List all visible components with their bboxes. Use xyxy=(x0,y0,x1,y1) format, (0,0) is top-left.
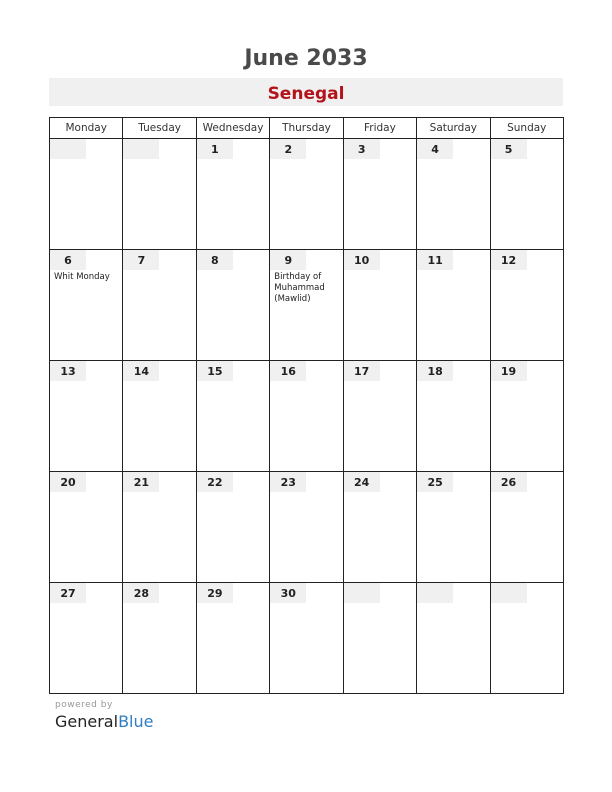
day-cell xyxy=(343,139,416,250)
day-number: 30 xyxy=(270,583,306,603)
brand-general: General xyxy=(55,712,119,731)
country-banner xyxy=(49,78,563,106)
day-number: 7 xyxy=(123,250,159,270)
day-cell xyxy=(123,583,196,694)
day-cell xyxy=(270,361,343,472)
day-cell xyxy=(490,250,563,361)
day-number xyxy=(344,583,380,603)
day-number: 6 xyxy=(50,250,86,270)
day-cell xyxy=(50,472,123,583)
holiday-label: Whit Monday xyxy=(54,272,110,282)
day-cell xyxy=(270,250,343,361)
day-number: 9 xyxy=(270,250,306,270)
day-cell xyxy=(123,139,196,250)
day-number: 23 xyxy=(270,472,306,492)
day-cell xyxy=(417,583,490,694)
day-number: 14 xyxy=(123,361,159,381)
weekday-header: Thursday xyxy=(270,118,343,139)
day-number: 2 xyxy=(270,139,306,159)
weekday-header: Monday xyxy=(50,118,123,139)
day-cell xyxy=(123,361,196,472)
day-cell xyxy=(196,472,269,583)
weekday-header: Friday xyxy=(343,118,416,139)
day-cell xyxy=(196,250,269,361)
day-number: 25 xyxy=(417,472,453,492)
calendar-week-row xyxy=(50,361,564,472)
footer-branding xyxy=(55,700,153,731)
day-cell xyxy=(417,250,490,361)
day-number: 27 xyxy=(50,583,86,603)
day-number: 22 xyxy=(197,472,233,492)
calendar-title: June 2033 xyxy=(244,46,368,71)
calendar-week-row xyxy=(50,583,564,694)
day-number: 24 xyxy=(344,472,380,492)
day-cell xyxy=(417,472,490,583)
day-number xyxy=(491,583,527,603)
weekday-header: Saturday xyxy=(417,118,490,139)
weekday-header-row xyxy=(50,118,564,139)
day-cell xyxy=(270,583,343,694)
day-number xyxy=(417,583,453,603)
day-cell xyxy=(196,139,269,250)
day-number: 11 xyxy=(417,250,453,270)
calendar-week-row xyxy=(50,139,564,250)
weekday-header: Tuesday xyxy=(123,118,196,139)
day-number: 15 xyxy=(197,361,233,381)
day-number: 1 xyxy=(197,139,233,159)
day-cell xyxy=(123,472,196,583)
day-cell xyxy=(50,139,123,250)
country-name: Senegal xyxy=(267,84,345,104)
day-cell xyxy=(490,139,563,250)
calendar-week-row xyxy=(50,250,564,361)
calendar-week-row xyxy=(50,472,564,583)
holiday-label: Birthday of Muhammad (Mawlid) xyxy=(274,272,325,304)
day-number: 20 xyxy=(50,472,86,492)
day-cell xyxy=(270,139,343,250)
day-cell xyxy=(417,361,490,472)
day-number: 3 xyxy=(344,139,380,159)
day-number: 5 xyxy=(491,139,527,159)
day-number: 21 xyxy=(123,472,159,492)
weekday-header: Wednesday xyxy=(196,118,269,139)
day-number: 13 xyxy=(50,361,86,381)
day-cell xyxy=(343,250,416,361)
day-cell xyxy=(490,472,563,583)
day-number: 4 xyxy=(417,139,453,159)
day-number: 17 xyxy=(344,361,380,381)
day-number xyxy=(50,139,86,159)
day-number xyxy=(123,139,159,159)
day-cell xyxy=(490,361,563,472)
day-cell xyxy=(270,472,343,583)
day-number: 28 xyxy=(123,583,159,603)
powered-by-text: powered by xyxy=(55,700,113,710)
day-number: 18 xyxy=(417,361,453,381)
generalblue-logo[interactable] xyxy=(55,712,153,731)
brand-blue: Blue xyxy=(118,712,154,731)
day-number: 10 xyxy=(344,250,380,270)
day-cell xyxy=(343,583,416,694)
day-number: 29 xyxy=(197,583,233,603)
day-cell xyxy=(123,250,196,361)
day-cell xyxy=(196,583,269,694)
weekday-header: Sunday xyxy=(490,118,563,139)
day-number: 12 xyxy=(491,250,527,270)
day-number: 8 xyxy=(197,250,233,270)
day-cell xyxy=(196,361,269,472)
day-cell xyxy=(50,583,123,694)
day-number: 26 xyxy=(491,472,527,492)
day-number: 16 xyxy=(270,361,306,381)
day-cell xyxy=(417,139,490,250)
day-number: 19 xyxy=(491,361,527,381)
day-cell xyxy=(490,583,563,694)
day-cell xyxy=(50,250,123,361)
day-cell xyxy=(343,472,416,583)
day-cell xyxy=(50,361,123,472)
day-cell xyxy=(343,361,416,472)
calendar-grid xyxy=(49,117,564,694)
